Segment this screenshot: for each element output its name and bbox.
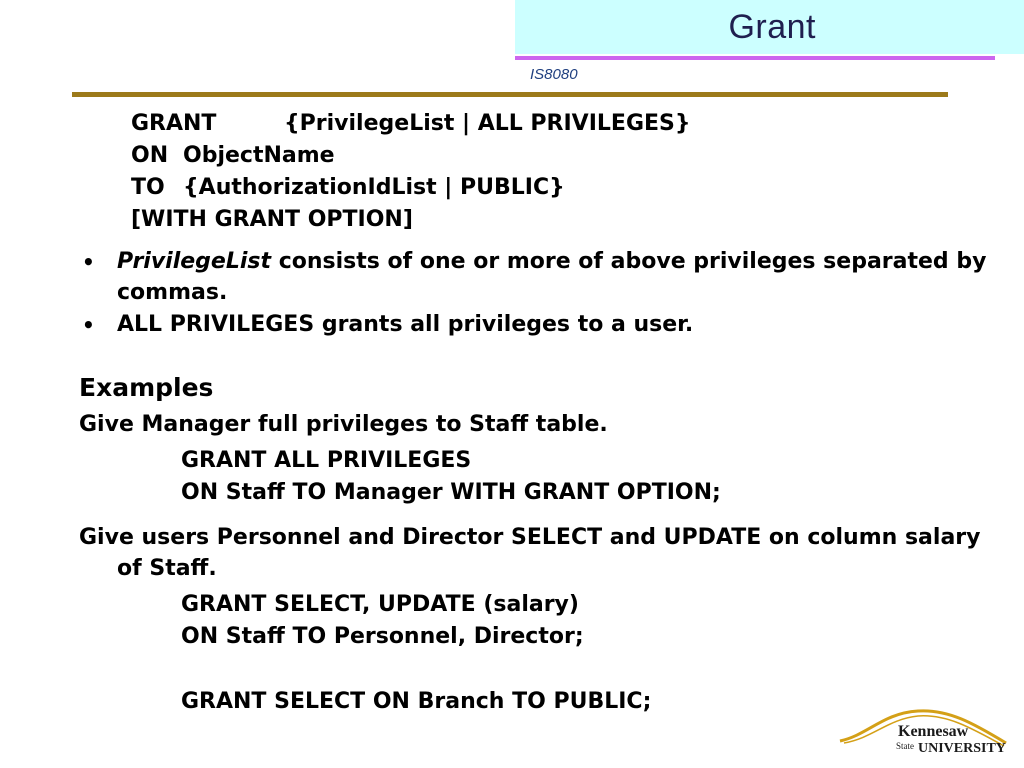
course-code: IS8080	[530, 66, 578, 83]
syntax-with-grant-option: [WITH GRANT OPTION]	[131, 207, 413, 232]
university-logo	[838, 705, 1010, 761]
syntax-keyword-grant: GRANT	[131, 111, 217, 136]
bullet-icon: •	[82, 250, 95, 274]
syntax-value-object: ObjectName	[183, 143, 335, 168]
syntax-keyword-on: ON	[131, 143, 169, 168]
svg-text:Kennesaw: Kennesaw	[898, 723, 969, 740]
examples-heading: Examples	[79, 373, 214, 402]
example3-code: GRANT SELECT ON Branch TO PUBLIC;	[181, 689, 652, 714]
syntax-value-privileges: {PrivilegeList | ALL PRIVILEGES}	[284, 111, 691, 136]
example1-description: Give Manager full privileges to Staff table.	[79, 412, 608, 437]
svg-text:UNIVERSITY: UNIVERSITY	[918, 741, 1006, 756]
bullet-icon: •	[82, 313, 95, 337]
example2-code-line1: GRANT SELECT, UPDATE (salary)	[181, 592, 579, 617]
bullet-all-privileges: ALL PRIVILEGES grants all privileges to a user.	[117, 312, 694, 337]
slide-title: Grant	[728, 8, 816, 46]
example1-code-line2: ON Staff TO Manager WITH GRANT OPTION;	[181, 480, 721, 505]
syntax-keyword-to: TO	[131, 175, 165, 200]
example2-code-line2: ON Staff TO Personnel, Director;	[181, 624, 584, 649]
bullet-privilegelist: PrivilegeList consists of one or more of above privileges separated by commas.	[117, 249, 987, 305]
divider-rule	[72, 92, 948, 97]
title-underline	[515, 56, 995, 60]
svg-text:State: State	[896, 741, 914, 751]
example1-code-line1: GRANT ALL PRIVILEGES	[181, 448, 472, 473]
syntax-value-authorization: {AuthorizationIdList | PUBLIC}	[183, 175, 565, 200]
example2-description: Give users Personnel and Director SELECT and UPDATE on column salary of Staff.	[79, 525, 981, 581]
